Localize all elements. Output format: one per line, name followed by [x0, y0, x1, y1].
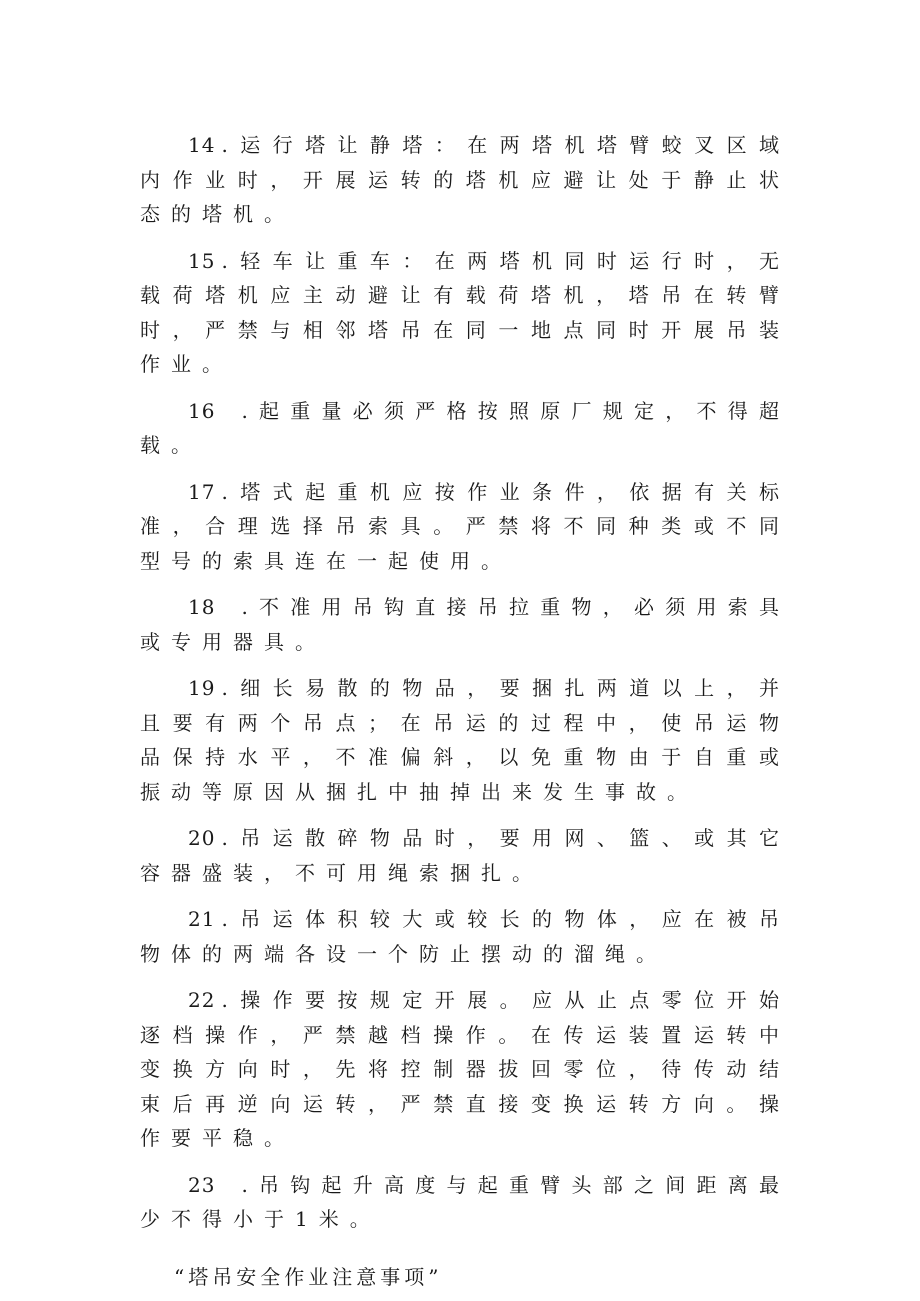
list-item-21 [140, 902, 790, 971]
list-item-20 [140, 821, 790, 890]
item-text: .塔式起重机应按作业条件，依据有关标准，合理选择吊索具。严禁将不同种类或不同型号的索具连在一起使用。 [140, 479, 790, 573]
list-item-18 [140, 590, 790, 659]
list-item-14 [140, 128, 790, 232]
item-text: .起重量必须严格按照原厂规定，不得超载。 [140, 398, 790, 457]
list-item-17 [140, 475, 790, 579]
item-text: .不准用吊钩直接吊拉重物，必须用索具或专用器具。 [140, 595, 790, 654]
item-number: 21 [188, 907, 216, 931]
item-text: .吊运散碎物品时，要用网、篮、或其它容器盛装，不可用绳索捆扎。 [140, 826, 790, 885]
item-text: .运行塔让静塔：在两塔机塔臂蛟叉区域内作业时，开展运转的塔机应避让处于静止状态的塔机。 [140, 133, 790, 226]
item-number: 19 [188, 676, 216, 700]
item-number: 20 [188, 826, 216, 850]
item-number: 18 [188, 595, 216, 619]
list-item-16 [140, 394, 790, 463]
list-item-19 [140, 671, 790, 809]
list-item-22 [140, 983, 790, 1156]
item-text: .轻车让重车：在两塔机同时运行时，无载荷塔机应主动避让有载荷塔机，塔吊在转臂时，严禁与相邻塔吊在同一地点同时开展吊装作业。 [140, 248, 790, 376]
item-number: 16 [188, 398, 216, 423]
item-text: .吊钩起升高度与起重臂头部之间距离最少不得小于1米。 [140, 1172, 790, 1231]
section-heading: “塔吊安全作业注意事项” [174, 1264, 443, 1289]
item-text: .吊运体积较大或较长的物体，应在被吊物体的两端各设一个防止摆动的溜绳。 [140, 907, 790, 966]
item-text: .操作要按规定开展。应从止点零位开始逐档操作，严禁越档操作。在传运装置运转中变换方向时，先将控制器拔回零位，待传动结束后再逆向运转，严禁直接变换运转方向。操作要平稳。 [140, 988, 790, 1150]
item-number: 22 [188, 988, 216, 1012]
item-number: 14 [188, 133, 216, 157]
document-page [140, 128, 790, 1290]
item-text: .细长易散的物品，要捆扎两道以上，并且要有两个吊点；在吊运的过程中，使吊运物品保持水平，不准偏斜，以免重物由于自重或振动等原因从捆扎中抽掉出来发生事故。 [140, 676, 790, 804]
list-item-15 [140, 244, 790, 382]
item-number: 17 [188, 479, 216, 504]
list-item-23 [140, 1168, 790, 1237]
item-number: 15 [188, 248, 216, 273]
item-number: 23 [188, 1172, 216, 1197]
